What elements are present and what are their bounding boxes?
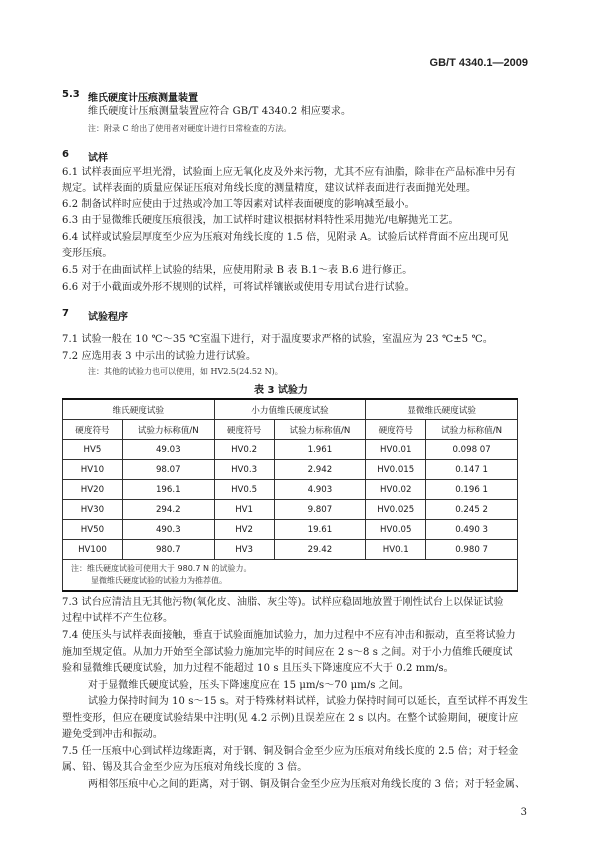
table-cell: HV30 — [63, 500, 123, 520]
table-cell: 29.42 — [274, 540, 366, 560]
paragraph-line: 变形压痕。 — [62, 248, 113, 259]
table-note-1: 注：维氏硬度试验可使用大于 980.7 N 的试验力。 — [71, 564, 252, 573]
table-cell: HV0.5 — [214, 480, 274, 500]
paragraph-line: 两相邻压痕中心之间的距离，对于钢、铜及铜合金至少应为压痕对角线长度的 3 倍；对于轻金属、 — [88, 779, 526, 790]
section-6-number: 6 — [62, 149, 69, 160]
table-cell: 0.147 1 — [426, 460, 518, 480]
table-cell: 0.098 07 — [426, 440, 518, 460]
table-row — [63, 540, 518, 560]
paragraph-line: 规定。试样表面的质量应保证压痕对角线长度的测量精度，建议试样表面进行表面抛光处理。 — [62, 183, 477, 194]
table-cell: HV20 — [63, 480, 123, 500]
paragraph-line: 对于显微维氏硬度试验，压头下降速度应在 15 μm/s～70 μm/s 之间。 — [88, 680, 410, 691]
table-note-2: 显微维氏硬度试验的试验力为推荐值。 — [91, 576, 227, 585]
section-5-3-body: 维氏硬度计压痕测量装置应符合 GB/T 4340.2 相应要求。 — [88, 106, 352, 117]
table-cell: HV10 — [63, 460, 123, 480]
column-header: 硬度符号 — [366, 420, 426, 440]
table-cell: 2.942 — [274, 460, 366, 480]
column-header: 试验力标称值/N — [426, 420, 518, 440]
table-cell: HV0.3 — [214, 460, 274, 480]
column-header: 硬度符号 — [63, 420, 123, 440]
table-cell: 294.2 — [122, 500, 214, 520]
paragraph-line: 塑性变形，但应在硬度试验结果中注明(见 4.2 示例)且误差应在 2 s 以内。在整个试验期间，硬度计应 — [62, 713, 519, 724]
table-cell: 490.3 — [122, 520, 214, 540]
table-cell: 9.807 — [274, 500, 366, 520]
section-5-3-number: 5.3 — [62, 89, 80, 100]
table-cell: HV0.025 — [366, 500, 426, 520]
table-cell: HV5 — [63, 440, 123, 460]
section-7-number: 7 — [62, 308, 69, 319]
group-header-vickers: 维氏硬度试验 — [63, 399, 215, 420]
table-cell: 196.1 — [122, 480, 214, 500]
table-row — [63, 480, 518, 500]
table-cell: HV100 — [63, 540, 123, 560]
column-header: 试验力标称值/N — [274, 420, 366, 440]
group-header-micro: 显微维氏硬度试验 — [366, 399, 518, 420]
paragraph-line: 7.4 使压头与试样表面接触，垂直于试验面施加试验力，加力过程中不应有冲击和振动，直至将试验力 — [62, 630, 516, 641]
paragraph-line: 6.5 对于在曲面试样上试验的结果，应使用附录 B 表 B.1～表 B.6 进行修正。 — [62, 265, 413, 276]
table-cell: HV0.05 — [366, 520, 426, 540]
table-cell: HV0.1 — [366, 540, 426, 560]
paragraph-line: 6.6 对于小截面或外形不规则的试样，可将试样镶嵌或使用专用试台进行试验。 — [62, 282, 415, 293]
table-cell: HV0.02 — [366, 480, 426, 500]
paragraph-line: 6.3 由于显微维氏硬度压痕很浅，加工试样时建议根据材料特性采用抛光/电解抛光工艺。 — [62, 215, 459, 226]
table-row — [63, 440, 518, 460]
table-sub-header-row — [63, 420, 518, 440]
table-cell: HV2 — [214, 520, 274, 540]
table-note-row — [63, 560, 518, 592]
table-note-cell — [63, 560, 518, 592]
table-3-caption: 表 3 试验力 — [254, 385, 308, 396]
standard-code: GB/T 4340.1—2009 — [429, 57, 528, 69]
note-7-2: 注：其他的试验力也可以使用，如 HV2.5(24.52 N)。 — [88, 367, 283, 376]
table-cell: 0.490 3 — [426, 520, 518, 540]
paragraph-line: 6.4 试样或试验层厚度至少应为压痕对角线长度的 1.5 倍，见附录 A。试验后试样背面不应出现可见 — [62, 232, 509, 243]
column-header: 硬度符号 — [214, 420, 274, 440]
table-cell: 98.07 — [122, 460, 214, 480]
paragraph-line: 过程中试样不产生位移。 — [62, 613, 174, 624]
paragraph-line: 属、铅、锡及其合金至少应为压痕对角线长度的 3 倍。 — [62, 762, 308, 773]
table-cell: 1.961 — [274, 440, 366, 460]
table-cell: 0.196 1 — [426, 480, 518, 500]
paragraph-line: 6.1 试样表面应平坦光滑，试验面上应无氧化皮及外来污物，尤其不应有油脂，除非在产品标准中另有 — [62, 167, 516, 178]
paragraph-line: 试验力保持时间为 10 s～15 s。对于特殊材料试样，试验力保持时间可以延长，直至试样不再发生 — [88, 696, 529, 707]
column-header: 试验力标称值/N — [122, 420, 214, 440]
table-group-header-row — [63, 399, 518, 420]
table-cell: 4.903 — [274, 480, 366, 500]
group-header-low-force: 小力值维氏硬度试验 — [214, 399, 366, 420]
table-cell: HV50 — [63, 520, 123, 540]
table-cell: HV0.01 — [366, 440, 426, 460]
paragraph-line: 避免受到冲击和振动。 — [62, 729, 163, 740]
table-cell: 0.980 7 — [426, 540, 518, 560]
table-row — [63, 520, 518, 540]
table-cell: 49.03 — [122, 440, 214, 460]
table-row — [63, 460, 518, 480]
table-row — [63, 500, 518, 520]
table-cell: 0.245 2 — [426, 500, 518, 520]
paragraph-line: 施加至规定值。从加力开始至全部试验力施加完毕的时间应在 2 s～8 s 之间。对于小力值维氏硬度试 — [62, 647, 513, 658]
table-3 — [62, 398, 518, 592]
table-cell: 19.61 — [274, 520, 366, 540]
paragraph-line: 7.2 应选用表 3 中示出的试验力进行试验。 — [62, 351, 257, 362]
paragraph-line: 验和显微维氏硬度试验，加力过程不能超过 10 s 且压头下降速度应不大于 0.2 mm/s。 — [62, 663, 454, 674]
section-7-title: 试验程序 — [88, 312, 128, 323]
table-cell: HV0.2 — [214, 440, 274, 460]
table-cell: HV0.015 — [366, 460, 426, 480]
section-5-3-note: 注：附录 C 给出了使用者对硬度计进行日常检查的方法。 — [88, 124, 292, 133]
paragraph-line: 7.5 任一压痕中心到试样边缘距离，对于钢、铜及铜合金至少应为压痕对角线长度的 2.5 倍；对于轻金 — [62, 746, 519, 757]
page-number: 3 — [520, 807, 527, 818]
section-6-title: 试样 — [88, 153, 108, 164]
paragraph-line: 7.1 试验一般在 10 ℃～35 ℃室温下进行，对于温度要求严格的试验，室温应为 23 ℃±5 ℃。 — [62, 334, 493, 345]
table-cell: 980.7 — [122, 540, 214, 560]
paragraph-line: 7.3 试台应清洁且无其他污物(氧化皮、油脂、灰尘等)。试样应稳固地放置于刚性试台上以保证试验 — [62, 597, 504, 608]
section-5-3-title: 维氏硬度计压痕测量装置 — [88, 93, 198, 104]
table-cell: HV1 — [214, 500, 274, 520]
table-cell: HV3 — [214, 540, 274, 560]
paragraph-line: 6.2 制备试样时应使由于过热或冷加工等因素对试样表面硬度的影响减至最小。 — [62, 199, 415, 210]
